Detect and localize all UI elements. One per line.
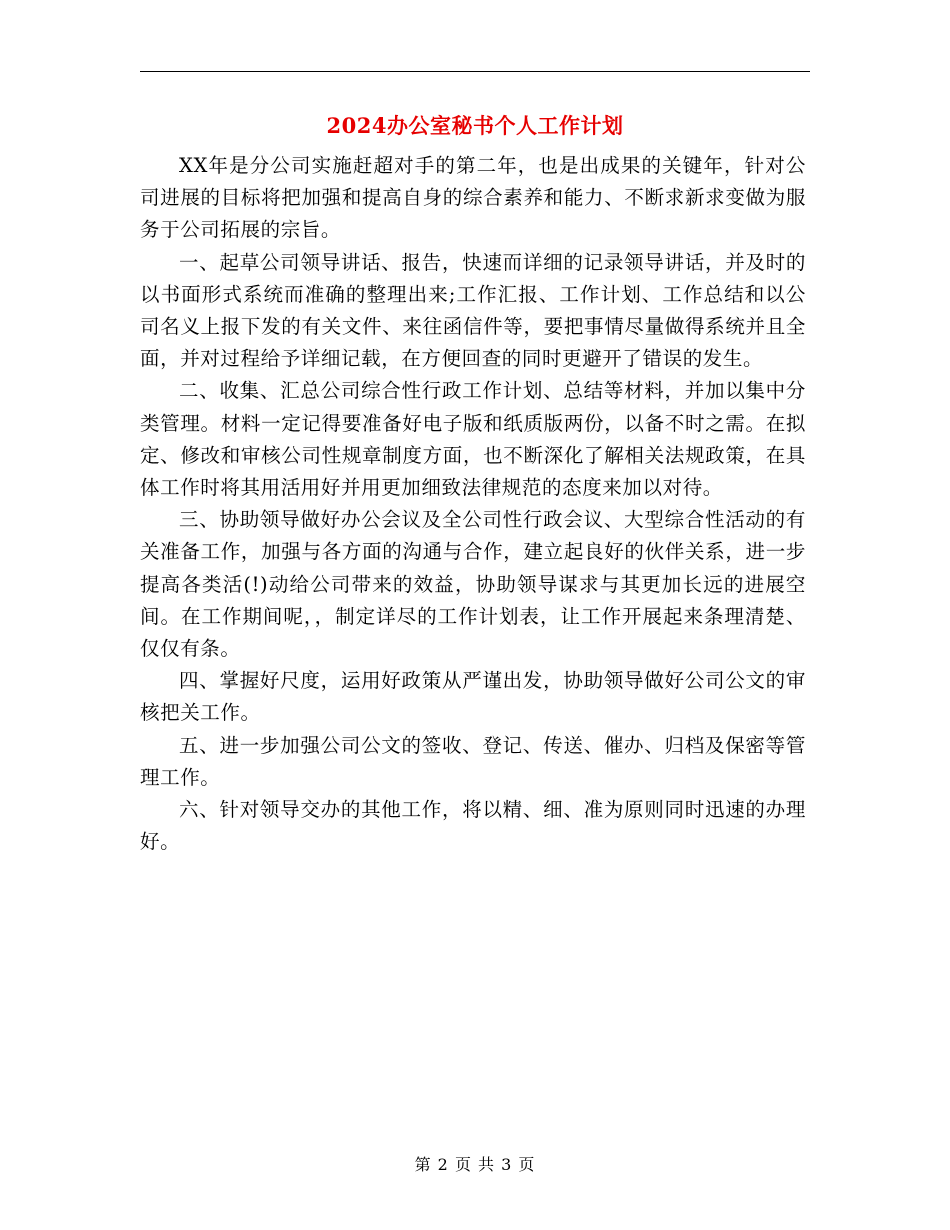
paragraph-item-6: 六、针对领导交办的其他工作，将以精、细、准为原则同时迅速的办理好。 (140, 798, 806, 854)
page-number-footer: 第 2 页 共 3 页 (414, 1155, 536, 1174)
paragraph-item-4: 四、掌握好尺度，运用好政策从严谨出发，协助领导做好公司公文的审核把关工作。 (140, 669, 806, 725)
paragraph-item-1: 一、起草公司领导讲话、报告，快速而详细的记录领导讲话，并及时的以书面形式系统而准确的整理出来;工作汇报、工作计划、工作总结和以公司名义上报下发的有关文件、来往函信件等，要把事情尽量做得系统并且全面，并对过程给予详细记载，在方便回查的同时更避开了错误的发生。 (140, 250, 806, 371)
header-rule (140, 71, 810, 72)
paragraph-intro: XX年是分公司实施赶超对手的第二年，也是出成果的关键年，针对公司进展的目标将把加强和提高自身的综合素养和能力、不断求新求变做为服务于公司拓展的宗旨。 (140, 154, 806, 242)
paragraph-item-2: 二、收集、汇总公司综合性行政工作计划、总结等材料，并加以集中分类管理。材料一定记得要准备好电子版和纸质版两份，以备不时之需。在拟定、修改和审核公司性规章制度方面，也不断深化了解相关法规政策，在具体工作时将其用活用好并用更加细致法律规范的态度来加以对待。 (140, 379, 806, 500)
document-body (140, 150, 806, 858)
paragraph-item-3: 三、协助领导做好办公会议及全公司性行政会议、大型综合性活动的有关准备工作，加强与各方面的沟通与合作，建立起良好的伙伴关系，进一步提高各类活(!)动给公司带来的效益，协助领导谋求与其更加长远的进展空间。在工作期间呢，，制定详尽的工作计划表，让工作开展起来条理清楚、仅仅有条。 (140, 508, 806, 661)
paragraph-item-5: 五、进一步加强公司公文的签收、登记、传送、催办、归档及保密等管理工作。 (140, 733, 806, 789)
document-title: 2024办公室秘书个人工作计划 (326, 113, 624, 138)
